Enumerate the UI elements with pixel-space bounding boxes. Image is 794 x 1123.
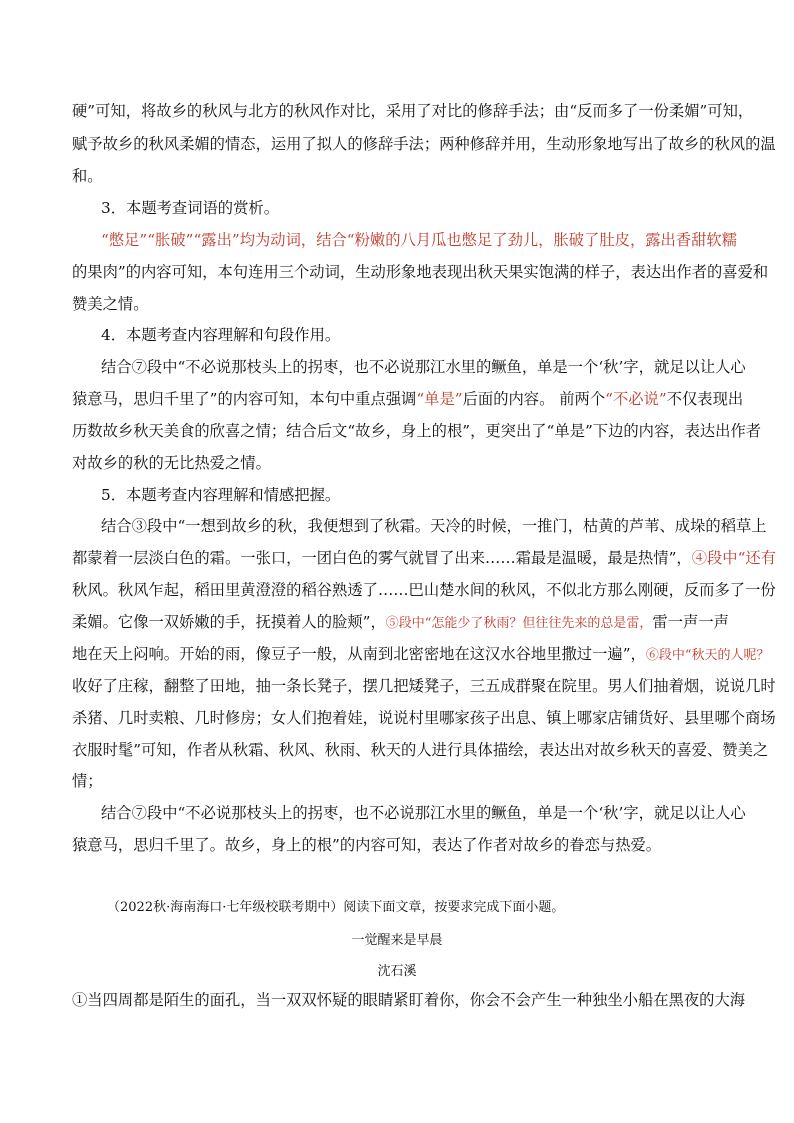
highlight-span: ④段中“还有 [691,549,777,567]
text-line [72,644,769,666]
text-line [72,612,729,634]
text-line: ①当四周都是陌生的面孔，当一双双怀疑的眼睛紧盯着你，你会不会产生一种独坐小船在黑夜的大海 [72,991,746,1009]
text-span: 柔媚。它像一双娇嫩的手，抚摸着人的脸颊”， [72,613,386,631]
question-3-heading: 3．本题考查词语的赏析。 [101,199,279,217]
text-line: 猿意马，思归千里了。故乡，身上的根”的内容可知，表达了作者对故乡的眷恋与热爱。 [72,836,662,854]
text-line: 赋予故乡的秋风柔媚的情态，运用了拟人的修辞手法；两种修辞并用，生动形象地写出了故乡的秋风的温 [72,135,776,153]
text-span: 都蒙着一层淡白色的霜。一张口，一团白色的雾气就冒了出来……霜最是温暖，最是热情”， [72,549,692,567]
text-line: 秋风。秋风乍起，稻田里黄澄澄的稻谷熟透了……巴山楚水间的秋风，不似北方那么刚硬，反而多了一份 [72,581,776,599]
highlight-span: “单是” [416,390,463,408]
text-span: 不仅表现出 [666,390,744,408]
text-span: 地在天上闷响。开始的雨，像豆子一般，从南到北密密地在这汉水谷地里撒过一遍”， [72,645,646,663]
highlight-span: ⑥段中“秋天的人呢？ [645,648,770,663]
text-span: 后面的内容。 前两个 [462,390,606,408]
text-line: 结合⑦段中“不必说那枝头上的拐枣，也不必说那江水里的鳜鱼，单是一个‘秋’字，就足以让人心 [101,358,746,376]
text-line: “憋足”“胀破”“露出”均为动词，结合“粉嫩的八月瓜也憋足了劲儿，胀破了肚皮，露出香甜软糯 [101,231,738,249]
text-line [72,389,743,409]
text-line [72,548,776,568]
article-author: 沈石溪 [377,964,417,979]
text-line: 收好了庄稼，翻整了田地，抽一条长凳子，摆几把矮凳子，三五成群聚在院里。男人们抽着烟，说说几时 [72,677,776,695]
source-line: （2022秋·海南海口·七年级校联考期中）阅读下面文章，按要求完成下面小题。 [107,900,565,915]
article-title: 一觉醒来是早晨 [351,933,443,948]
question-4-heading: 4．本题考查内容理解和句段作用。 [101,326,341,344]
text-line: 杀猪、几时卖粮、几时修房；女人们抱着娃，说说村里哪家孩子出息、镇上哪家店铺货好、县里哪个商场 [72,709,776,727]
text-line: 情； [72,772,103,790]
text-line: 和。 [72,167,103,185]
text-line: 的果肉”的内容可知，本句连用三个动词，生动形象地表现出秋天果实饱满的样子，表达出作者的喜爱和 [72,263,769,281]
text-line: 衣服时髦”可知，作者从秋霜、秋风、秋雨、秋天的人进行具体描绘，表达出对故乡秋天的喜爱、赞美之 [72,741,769,759]
text-line: 硬”可知，将故乡的秋风与北方的秋风作对比，采用了对比的修辞手法；由“反而多了一份柔媚”可知， [72,102,754,120]
text-line: 历数故乡秋天美食的欣喜之情；结合后文“故乡，身上的根”，更突出了“单是”下边的内容，表达出作者 [72,422,762,440]
highlight-span: ⑤段中“怎能少了秋雨？但往往先来的总是雷， [385,616,653,631]
text-span: 雷一声一声 [652,613,729,631]
text-line: 赞美之情。 [72,295,149,313]
highlight-span: “不必说” [605,390,667,408]
text-line: 结合③段中“一想到故乡的秋，我便想到了秋霜。天冷的时候，一推门，枯黄的芦苇、成垛的稻草上 [101,517,767,535]
question-5-heading: 5．本题考查内容理解和情感把握。 [101,486,341,504]
text-line: 结合⑦段中“不必说那枝头上的拐枣，也不必说那江水里的鳜鱼，单是一个‘秋’字，就足以让人心 [101,804,746,822]
text-line: 对故乡的秋的无比热爱之情。 [72,454,271,472]
text-span: 猿意马，思归千里了”的内容可知，本句中重点强调 [72,390,417,408]
